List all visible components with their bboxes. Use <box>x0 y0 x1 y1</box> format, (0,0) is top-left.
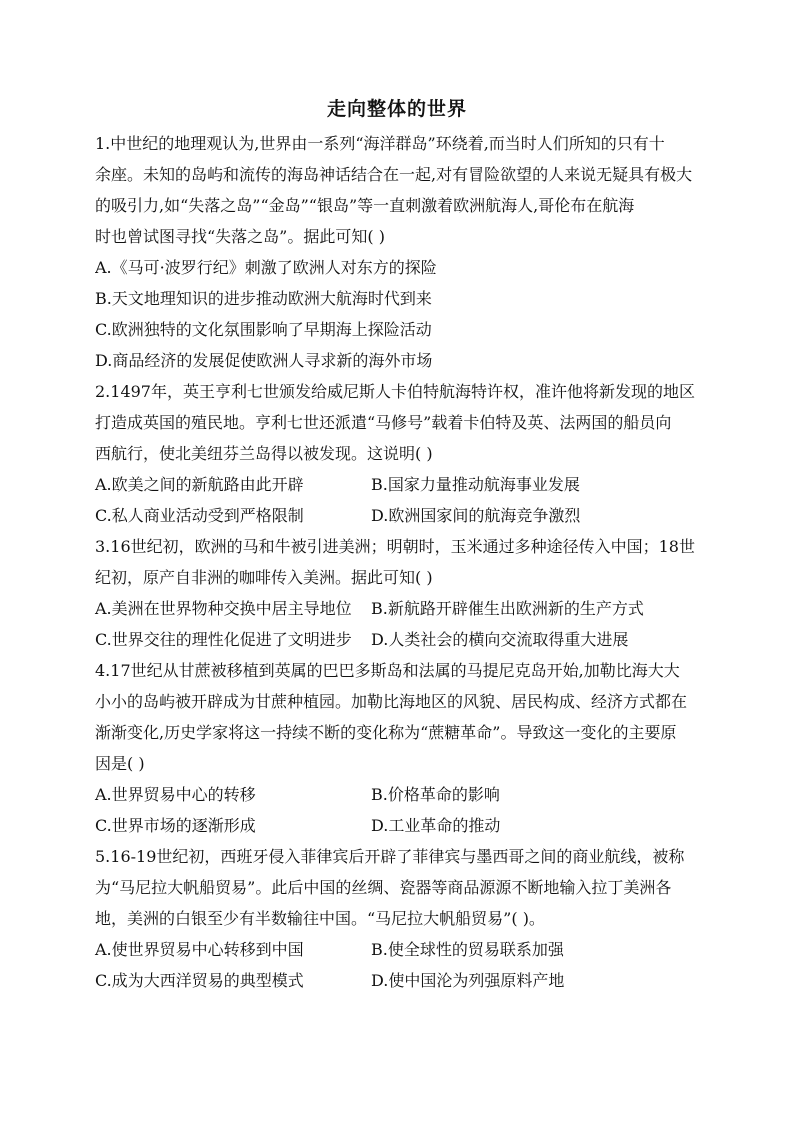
stem-line: 小小的岛屿被开辟成为甘蔗种植园。加勒比海地区的风貌、居民构成、经济方式都在 <box>95 692 688 711</box>
question-stem <box>95 841 701 934</box>
option-b: B.使全球性的贸易联系加强 <box>371 940 564 959</box>
option-row <box>95 624 701 655</box>
option-c: C.世界市场的逐渐形成 <box>95 816 256 835</box>
option-d: D.欧洲国家间的航海竞争激烈 <box>371 506 581 525</box>
stem-line: 4.17世纪从甘蔗被移植到英属的巴巴多斯岛和法属的马提尼克岛开始,加勒比海大大 <box>95 661 680 680</box>
option-a: A.使世界贸易中心转移到中国 <box>95 940 304 959</box>
page-title: 走向整体的世界 <box>326 98 467 120</box>
option-row <box>95 779 701 810</box>
stem-line: 渐渐变化,历史学家将这一持续不断的变化称为“蔗糖革命”。导致这一变化的主要原 <box>95 723 677 742</box>
option-a: A.美洲在世界物种交换中居主导地位 <box>95 599 352 618</box>
option-b: B.新航路开辟催生出欧洲新的生产方式 <box>371 599 644 618</box>
stem-line: 时也曾试图寻找“失落之岛”。据此可知( ) <box>95 227 385 246</box>
question-stem <box>95 376 701 469</box>
option-row <box>95 593 701 624</box>
option-row <box>95 934 701 965</box>
option-c: C.世界交往的理性化促进了文明进步 <box>95 630 352 649</box>
stem-line: 1.中世纪的地理观认为,世界由一系列“海洋群岛”环绕着,而当时人们所知的只有十 <box>95 134 665 153</box>
option-b: B.天文地理知识的进步推动欧洲大航海时代到来 <box>95 289 432 308</box>
option-d: D.工业革命的推动 <box>371 816 501 835</box>
stem-line: 5.16-19世纪初，西班牙侵入菲律宾后开辟了菲律宾与墨西哥之间的商业航线，被称 <box>95 847 685 866</box>
question-3 <box>95 531 701 655</box>
option-a: A.欧美之间的新航路由此开辟 <box>95 475 304 494</box>
option-d: D.商品经济的发展促使欧洲人寻求新的海外市场 <box>95 351 433 370</box>
question-stem <box>95 655 701 779</box>
question-stem <box>95 128 701 252</box>
question-5 <box>95 841 701 996</box>
stem-line: 3.16世纪初，欧洲的马和牛被引进美洲；明朝时，玉米通过多种途径传入中国；18世 <box>95 537 695 556</box>
question-list <box>95 128 701 996</box>
stem-line: 余座。未知的岛屿和流传的海岛神话结合在一起,对有冒险欲望的人来说无疑具有极大 <box>95 165 693 184</box>
option-c: C.成为大西洋贸易的典型模式 <box>95 971 304 990</box>
stem-line: 地，美洲的白银至少有半数输往中国。“马尼拉大帆船贸易”( )。 <box>95 909 545 928</box>
stem-line: 打造成英国的殖民地。亨利七世还派遣“马修号”载着卡伯特及英、法两国的船员向 <box>95 413 672 432</box>
option-c: C.私人商业活动受到严格限制 <box>95 506 304 525</box>
option-c: C.欧洲独特的文化氛围影响了早期海上探险活动 <box>95 320 432 339</box>
option-row <box>95 469 701 500</box>
question-1 <box>95 128 701 376</box>
question-stem <box>95 531 701 593</box>
stem-line: 纪初，原产自非洲的咖啡传入美洲。据此可知( ) <box>95 568 433 587</box>
stem-line: 西航行，使北美纽芬兰岛得以被发现。这说明( ) <box>95 444 433 463</box>
option-d: D.人类社会的横向交流取得重大进展 <box>371 630 629 649</box>
stem-line: 的吸引力,如“失落之岛”“金岛”“银岛”等一直刺激着欧洲航海人,哥伦布在航海 <box>95 196 635 215</box>
stem-line: 为“马尼拉大帆船贸易”。此后中国的丝绸、瓷器等商品源源不断地输入拉丁美洲各 <box>95 878 672 897</box>
option-row <box>95 500 701 531</box>
option-b: B.价格革命的影响 <box>371 785 500 804</box>
option-b: B.国家力量推动航海事业发展 <box>371 475 580 494</box>
option-a: A.世界贸易中心的转移 <box>95 785 256 804</box>
question-2 <box>95 376 701 531</box>
stem-line: 2.1497年，英王亨利七世颁发给威尼斯人卡伯特航海特许权，准许他将新发现的地区 <box>95 382 695 401</box>
option-d: D.使中国沦为列强原料产地 <box>371 971 565 990</box>
option-row <box>95 965 701 996</box>
option-row <box>95 810 701 841</box>
question-4 <box>95 655 701 841</box>
option-a: A.《马可·波罗行纪》刺激了欧洲人对东方的探险 <box>95 258 437 277</box>
stem-line: 因是( ) <box>95 754 145 773</box>
